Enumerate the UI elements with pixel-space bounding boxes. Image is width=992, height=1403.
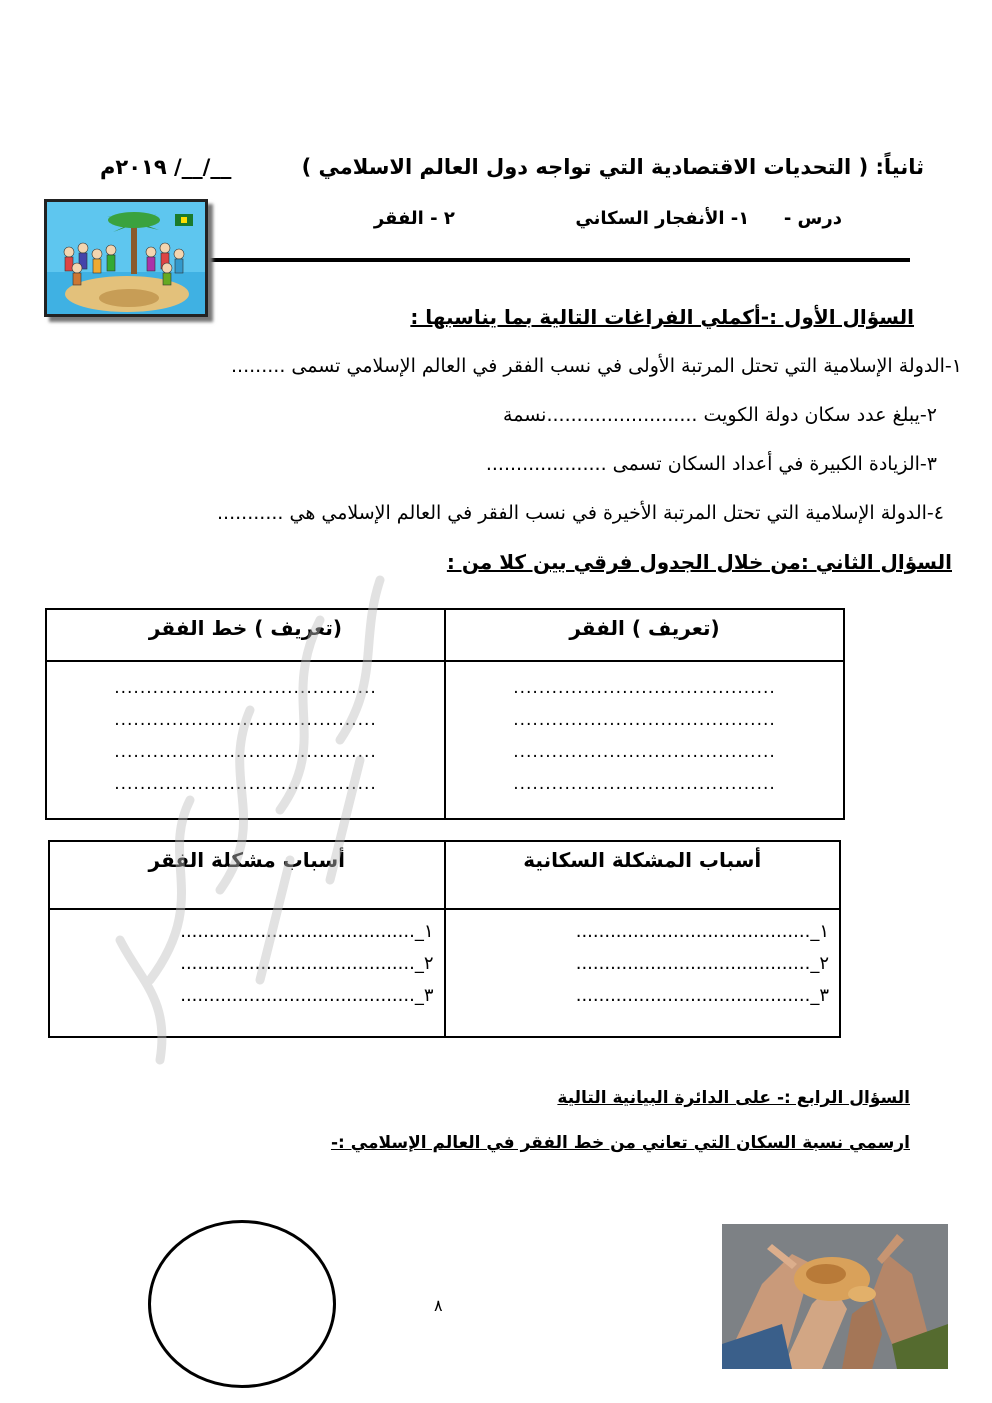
question-1-item-1: ١-الدولة الإسلامية التي تحتل المرتبة الأولى في نسب الفقر في العالم الإسلامي تسمى .........	[231, 355, 962, 377]
poverty-causes-cell[interactable]: ١_......................................... ٢_......................................... ٣_.........................................	[49, 909, 445, 1037]
question-1-title: السؤال الأول :-أكملي الفراغات التالية بما يناسبها :	[410, 305, 914, 329]
lesson-one: ١- الأنفجار السكاني	[575, 208, 750, 229]
hands-bread-photo	[722, 1224, 948, 1369]
question-1-item-4: ٤-الدولة الإسلامية التي تحتل المرتبة الأخيرة في نسب الفقر في العالم الإسلامي هي ...........	[217, 502, 944, 524]
question-2-title: السؤال الثاني :من خلال الجدول فرقي بين كلا من :	[446, 550, 952, 574]
question-4-title: السؤال الرابع :- على الدائرة البيانية التالية	[557, 1088, 910, 1108]
lesson-line	[374, 208, 842, 229]
question-1-item-3: ٣-الزيادة الكبيرة في أعداد السكان تسمى ....................	[485, 453, 937, 475]
header-poverty-definition: (تعريف ) الفقر	[445, 609, 844, 661]
island-clipart	[44, 199, 208, 317]
lesson-prefix: درس -	[783, 208, 842, 229]
worksheet-title: ثانياً: ( التحديات الاقتصادية التي تواجه دول العالم الاسلامي )	[301, 155, 924, 179]
question-1-item-2: ٢-يبلغ عدد سكان دولة الكويت .........................نسمة	[503, 404, 937, 426]
header-poverty-causes: أسباب مشكلة الفقر	[49, 841, 445, 909]
date-field: __/__/ ٢٠١٩م	[100, 155, 232, 179]
pie-chart-circle[interactable]	[148, 1220, 336, 1388]
question-4-instruction: ارسمي نسبة السكان التي تعاني من خط الفقر في العالم الإسلامي :-	[330, 1133, 910, 1153]
header-divider	[205, 258, 910, 262]
header-population-causes: أسباب المشكلة السكانية	[445, 841, 841, 909]
lesson-two: ٢ - الفقر	[373, 208, 455, 229]
population-causes-cell[interactable]: ١_......................................... ٢_......................................... ٣_.........................................	[445, 909, 841, 1037]
page-number: ٨	[434, 1296, 443, 1315]
header-poverty-line-definition: (تعريف ) خط الفقر	[46, 609, 445, 661]
watermark	[80, 560, 420, 1084]
poverty-line-definition-cell[interactable]: ......................................... ......................................... ......................................... .........................................	[46, 661, 445, 819]
poverty-definition-cell[interactable]: ......................................... ......................................... ......................................... .........................................	[445, 661, 844, 819]
